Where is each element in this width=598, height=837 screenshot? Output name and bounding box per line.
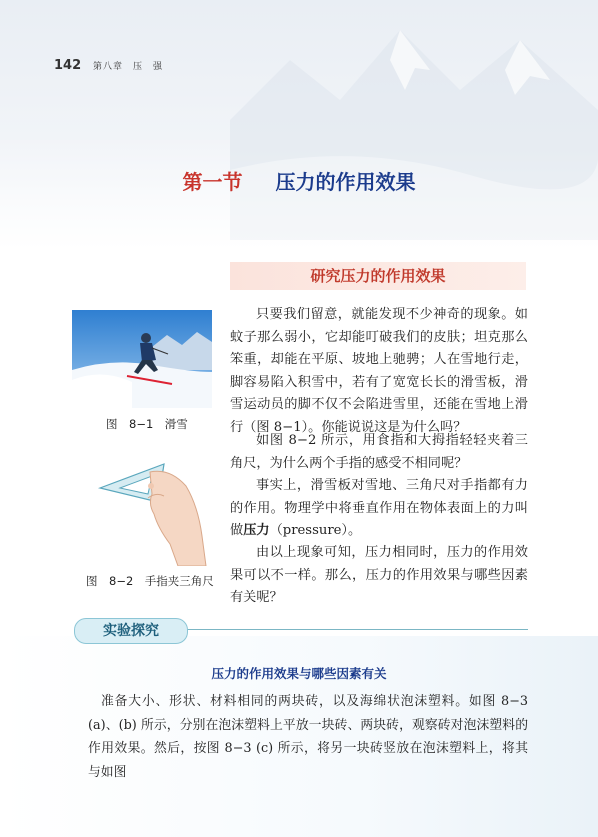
figure-8-2-caption: 图 8−2 手指夹三角尺 [86, 574, 214, 588]
experiment-text: 准备大小、形状、材料相同的两块砖，以及海绵状泡沫塑料。如图 8−3 (a)、(b) 所示，分别在泡沫塑料上平放一块砖、两块砖，观察砖对泡沫塑料的作用效果。然后，按图 8−3 (c) 所示，将另一块砖竖放在泡沫塑料上，将其与如图 [88, 694, 528, 780]
paragraph-4: 由以上现象可知，压力相同时，压力的作用效果可以不一样。那么，压力的作用效果与哪些因素有关呢？ [230, 545, 528, 605]
paragraph-3-english: （pressure）。 [269, 523, 362, 538]
hand-triangle-ruler-illustration [90, 458, 214, 566]
figure-8-1-caption: 图 8−1 滑雪 [106, 417, 188, 431]
experiment-title: 压力的作用效果与哪些因素有关 [211, 666, 387, 681]
paragraph-3 [230, 475, 528, 543]
paragraph-1: 只要我们留意，就能发现不少神奇的现象。如蚊子那么弱小，它却能叮破我们的皮肤；坦克那么笨重，却能在平原、坡地上驰骋；人在雪地行走，脚容易陷入积雪中，若有了宽宽长长的滑雪板，滑雪运动员的脚不仅不会陷进雪里，还能在雪地上滑行（图 8−1）。你能说说这是为什么吗？ [230, 307, 528, 435]
page-number: 142 [54, 58, 82, 73]
section-name: 压力的作用效果 [275, 170, 416, 194]
running-header [54, 58, 163, 73]
term-pressure: 压力 [243, 523, 270, 538]
snow-mountain-background [230, 0, 598, 240]
lab-divider [186, 629, 528, 630]
subheading: 研究压力的作用效果 [230, 262, 526, 290]
paragraph-3-text: 事实上，滑雪板对雪地、三角尺对手指都有力的作用。物理学中将垂直作用在物体表面上的力叫做 [230, 478, 528, 538]
lab-label: 实验探究 [74, 618, 188, 644]
chapter-label: 第八章 压 强 [92, 62, 163, 72]
section-title [0, 166, 598, 195]
skiing-photo [72, 310, 212, 408]
paragraph-2: 如图 8−2 所示，用食指和大拇指轻轻夹着三角尺，为什么两个手指的感受不相同呢？ [230, 433, 528, 471]
section-number: 第一节 [182, 170, 243, 194]
